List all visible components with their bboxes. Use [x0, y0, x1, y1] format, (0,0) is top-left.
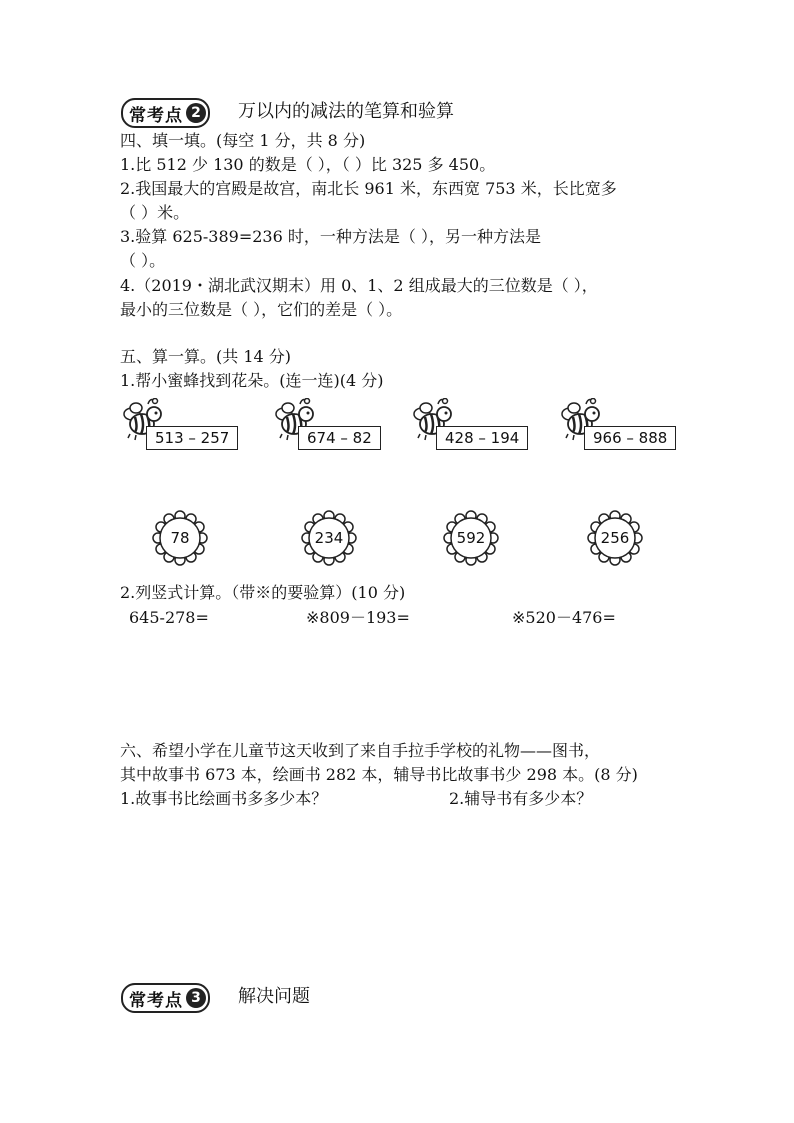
flower-number: 78: [170, 529, 190, 547]
flower-number: 256: [600, 529, 630, 547]
key-point-badge: [121, 98, 210, 128]
expression-box: 513 – 257: [146, 426, 238, 450]
question-4-4-line2: 最小的三位数是（ ），它们的差是（ ）。: [120, 300, 403, 319]
section-title: 万以内的减法的笔算和验算: [238, 101, 454, 122]
section-title: 解决问题: [238, 986, 310, 1007]
badge-label: 常考点: [129, 990, 183, 1011]
flower-number: 592: [456, 529, 486, 547]
section6-sub1: 1.故事书比绘画书多多少本？: [120, 789, 328, 808]
badge-label: 常考点: [129, 105, 183, 126]
bee-expression: [274, 398, 374, 460]
expression-box: 428 – 194: [436, 426, 528, 450]
question-4-1: 1.比 512 少 130 的数是（ ），（ ）比 325 多 450。: [120, 155, 496, 174]
question-5-1: 1.帮小蜜蜂找到花朵。(连一连)(4 分): [120, 371, 384, 390]
key-point-badge: [121, 983, 210, 1013]
bee-expression: [122, 398, 230, 460]
question-4-2-line1: 2.我国最大的宫殿是故宫，南北长 961 米，东西宽 753 米，长比宽多: [120, 179, 617, 198]
question-4-4-line1: 4.（2019・湖北武汉期末）用 0、1、2 组成最大的三位数是（ ），: [120, 276, 598, 295]
calc-item: 645-278=: [129, 608, 209, 627]
section4-heading: 四、填一填。(每空 1 分，共 8 分): [120, 131, 366, 150]
section6-line1: 六、希望小学在儿童节这天收到了来自手拉手学校的礼物——图书，: [120, 741, 601, 760]
calc-item: ※520－476=: [512, 608, 616, 627]
flower: [301, 510, 357, 566]
flower: [587, 510, 643, 566]
question-4-3-line2: （ ）。: [120, 251, 166, 270]
question-5-2: 2.列竖式计算。（带※的要验算）(10 分): [120, 583, 406, 602]
flower-number: 234: [314, 529, 344, 547]
expression-box: 966 – 888: [584, 426, 676, 450]
expression-box: 674 – 82: [298, 426, 381, 450]
bee-expression: [560, 398, 668, 460]
section6-sub2: 2.辅导书有多少本？: [449, 789, 593, 808]
flower: [443, 510, 499, 566]
section6-line2: 其中故事书 673 本，绘画书 282 本，辅导书比故事书少 298 本。(8 分): [120, 765, 638, 784]
question-4-2-line2: （ ）米。: [120, 203, 190, 222]
flower: [152, 510, 208, 566]
bee-expression: [412, 398, 520, 460]
section5-heading: 五、算一算。(共 14 分): [120, 347, 292, 366]
calc-item: ※809－193=: [306, 608, 410, 627]
badge-number: 3: [186, 988, 206, 1008]
question-4-3-line1: 3.验算 625-389=236 时，一种方法是（ ），另一种方法是: [120, 227, 541, 246]
badge-number: 2: [186, 103, 206, 123]
